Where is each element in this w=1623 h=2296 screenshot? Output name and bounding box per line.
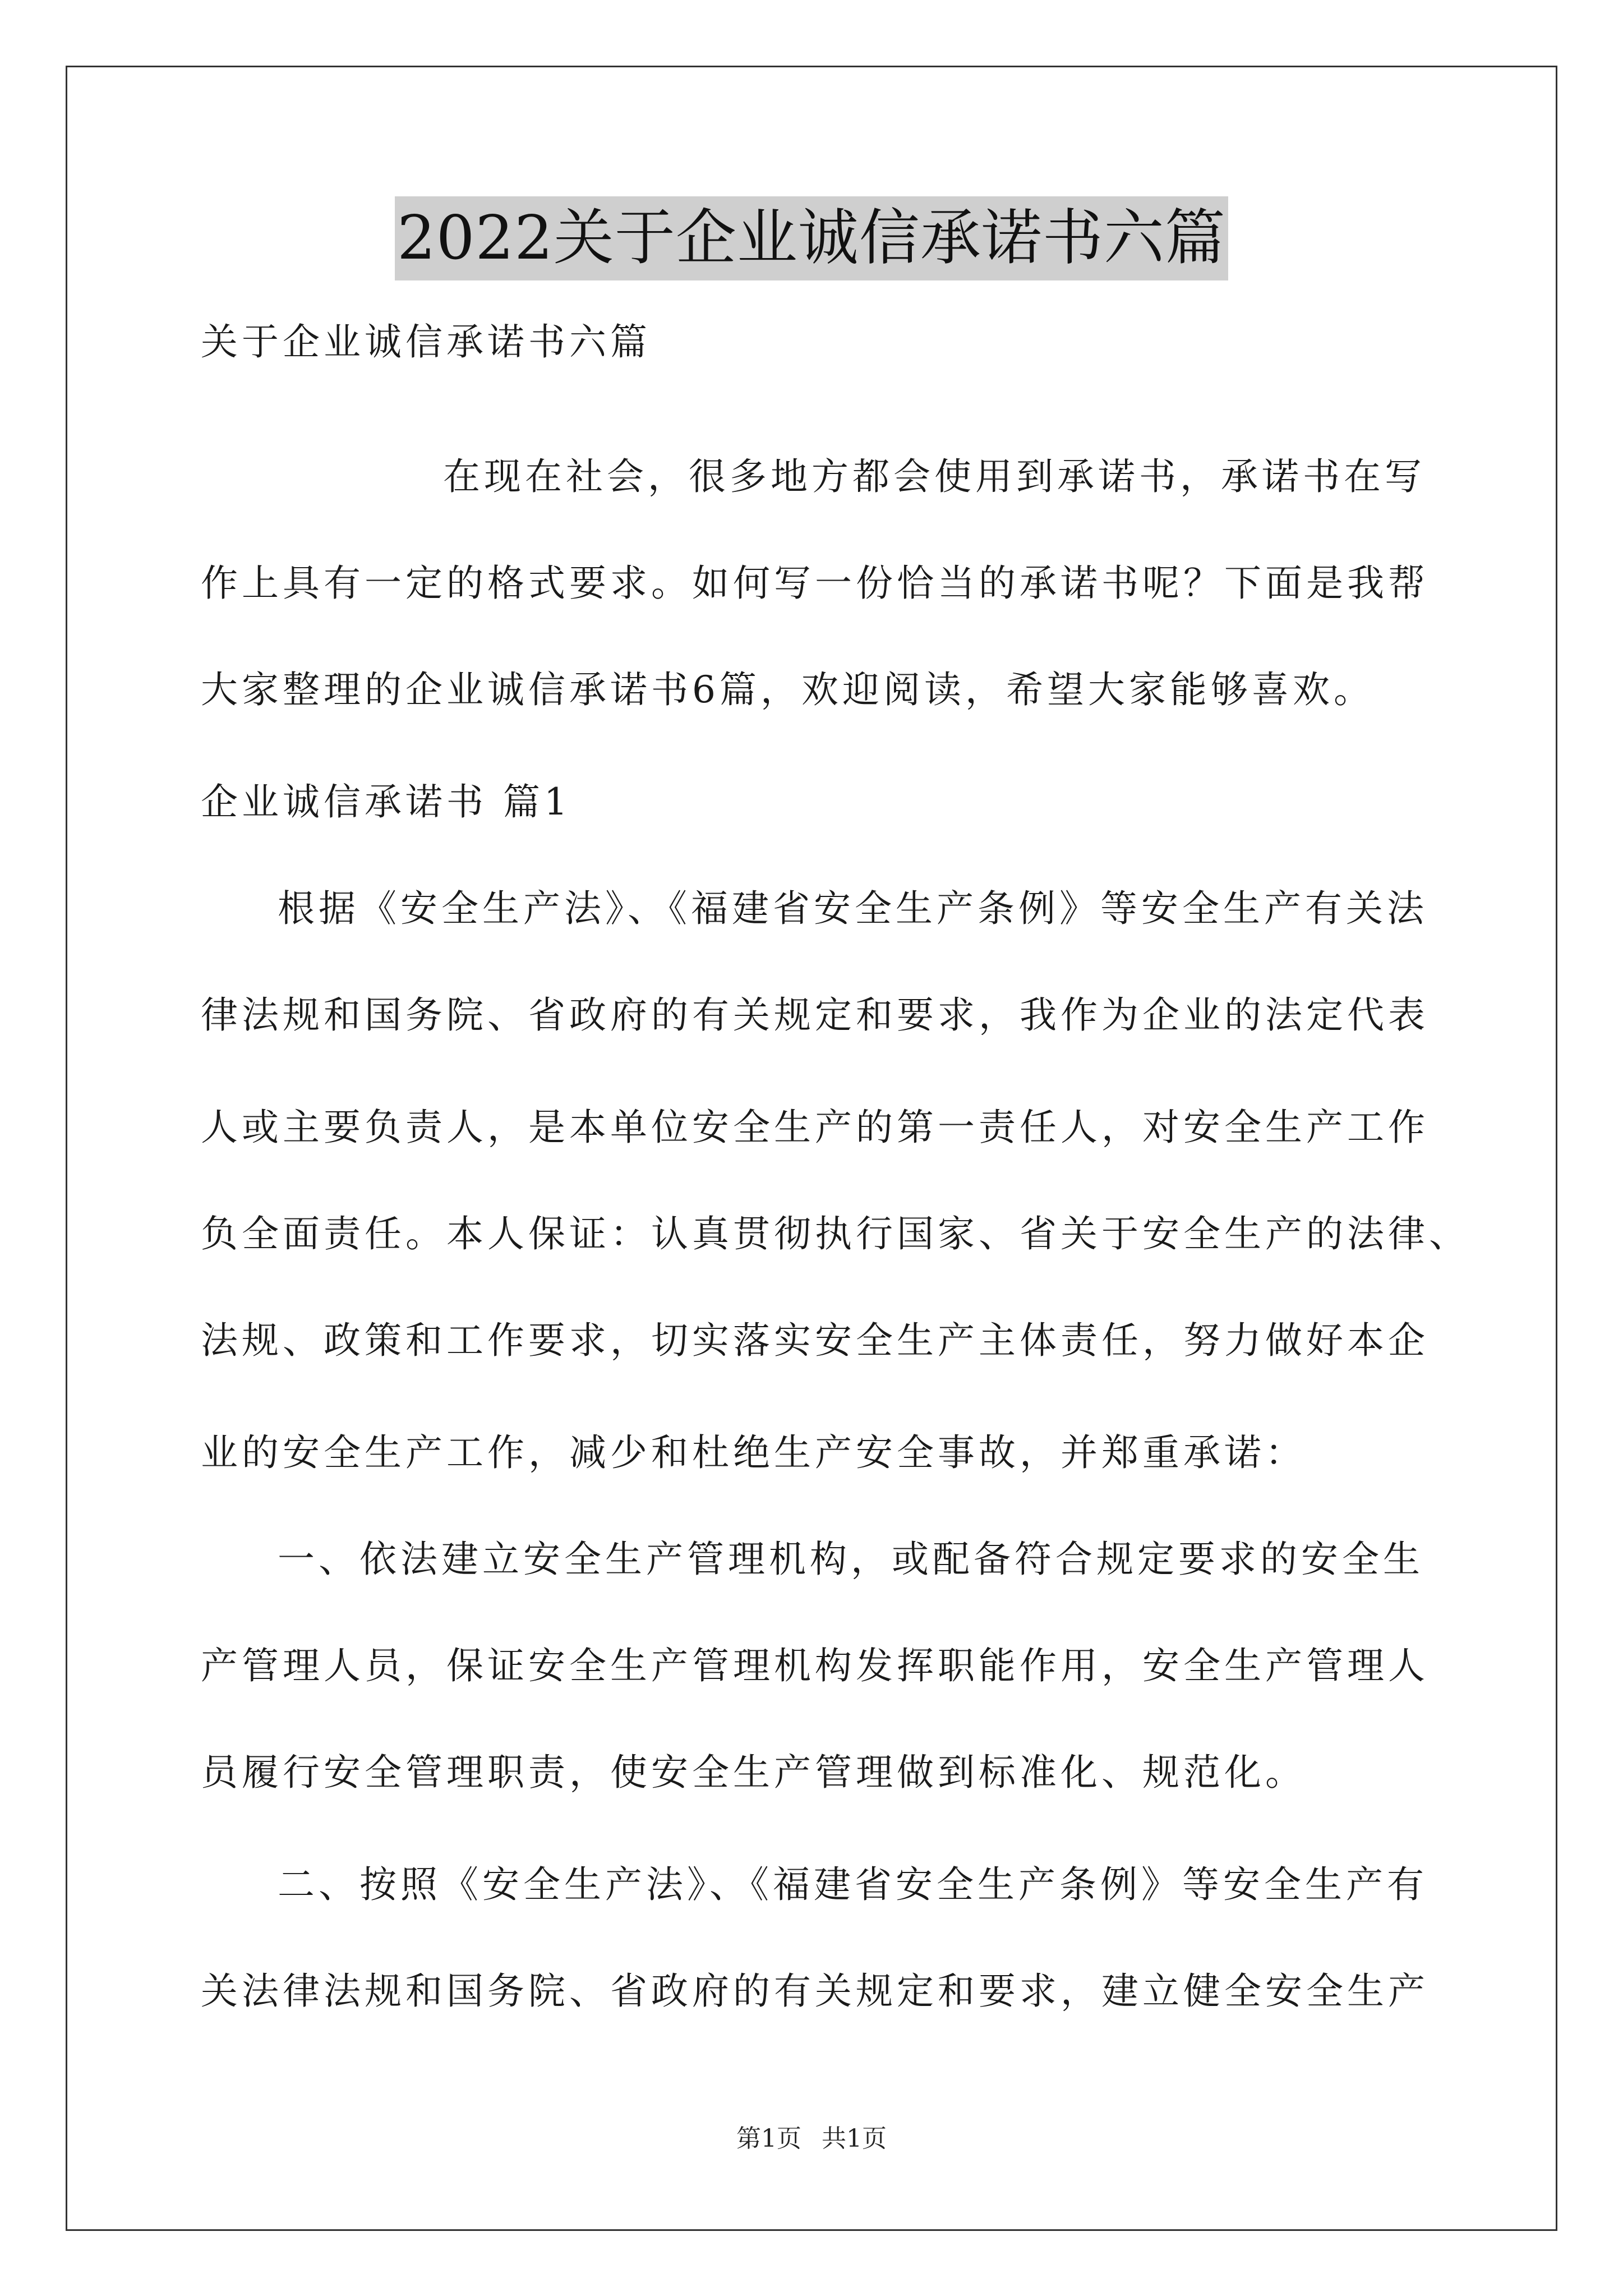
body-line: 负全面责任。本人保证：认真贯彻执行国家、省关于安全生产的法律、: [201, 1212, 1470, 1255]
page-number: 第1页: [736, 2124, 801, 2153]
body-line: 产管理人员，保证安全生产管理机构发挥职能作用，安全生产管理人: [201, 1644, 1429, 1687]
body-line: 在现在社会，很多地方都会使用到承诺书，承诺书在写: [443, 455, 1426, 498]
body-line: 根据《安全生产法》、《福建省安全生产条例》等安全生产有关法: [278, 887, 1428, 930]
body-line: 员履行安全管理职责，使安全生产管理做到标准化、规范化。: [201, 1751, 1306, 1794]
body-line: 一、依法建立安全生产管理机构，或配备符合规定要求的安全生: [278, 1538, 1424, 1581]
body-line: 法规、政策和工作要求，切实落实安全生产主体责任，努力做好本企: [201, 1319, 1429, 1362]
subtitle-line: 关于企业诚信承诺书六篇: [201, 320, 651, 364]
body-line: 二、按照《安全生产法》、《福建省安全生产条例》等安全生产有: [278, 1863, 1428, 1906]
title-wrap: [0, 196, 1623, 280]
document-title: 2022关于企业诚信承诺书六篇: [395, 196, 1228, 280]
section-heading: 企业诚信承诺书 篇1: [201, 780, 571, 823]
body-line: 大家整理的企业诚信承诺书6篇，欢迎阅读，希望大家能够喜欢。: [201, 668, 1375, 711]
body-line: 人或主要负责人，是本单位安全生产的第一责任人，对安全生产工作: [201, 1106, 1429, 1149]
page-total: 共1页: [822, 2124, 887, 2153]
body-line: 业的安全生产工作，减少和杜绝生产安全事故，并郑重承诺：: [201, 1431, 1306, 1474]
page-footer: [0, 2122, 1623, 2156]
body-line: 作上具有一定的格式要求。如何写一份恰当的承诺书呢？下面是我帮: [201, 562, 1429, 605]
body-line: 关法律法规和国务院、省政府的有关规定和要求，建立健全安全生产: [201, 1970, 1429, 2013]
body-line: 律法规和国务院、省政府的有关规定和要求，我作为企业的法定代表: [201, 993, 1429, 1037]
